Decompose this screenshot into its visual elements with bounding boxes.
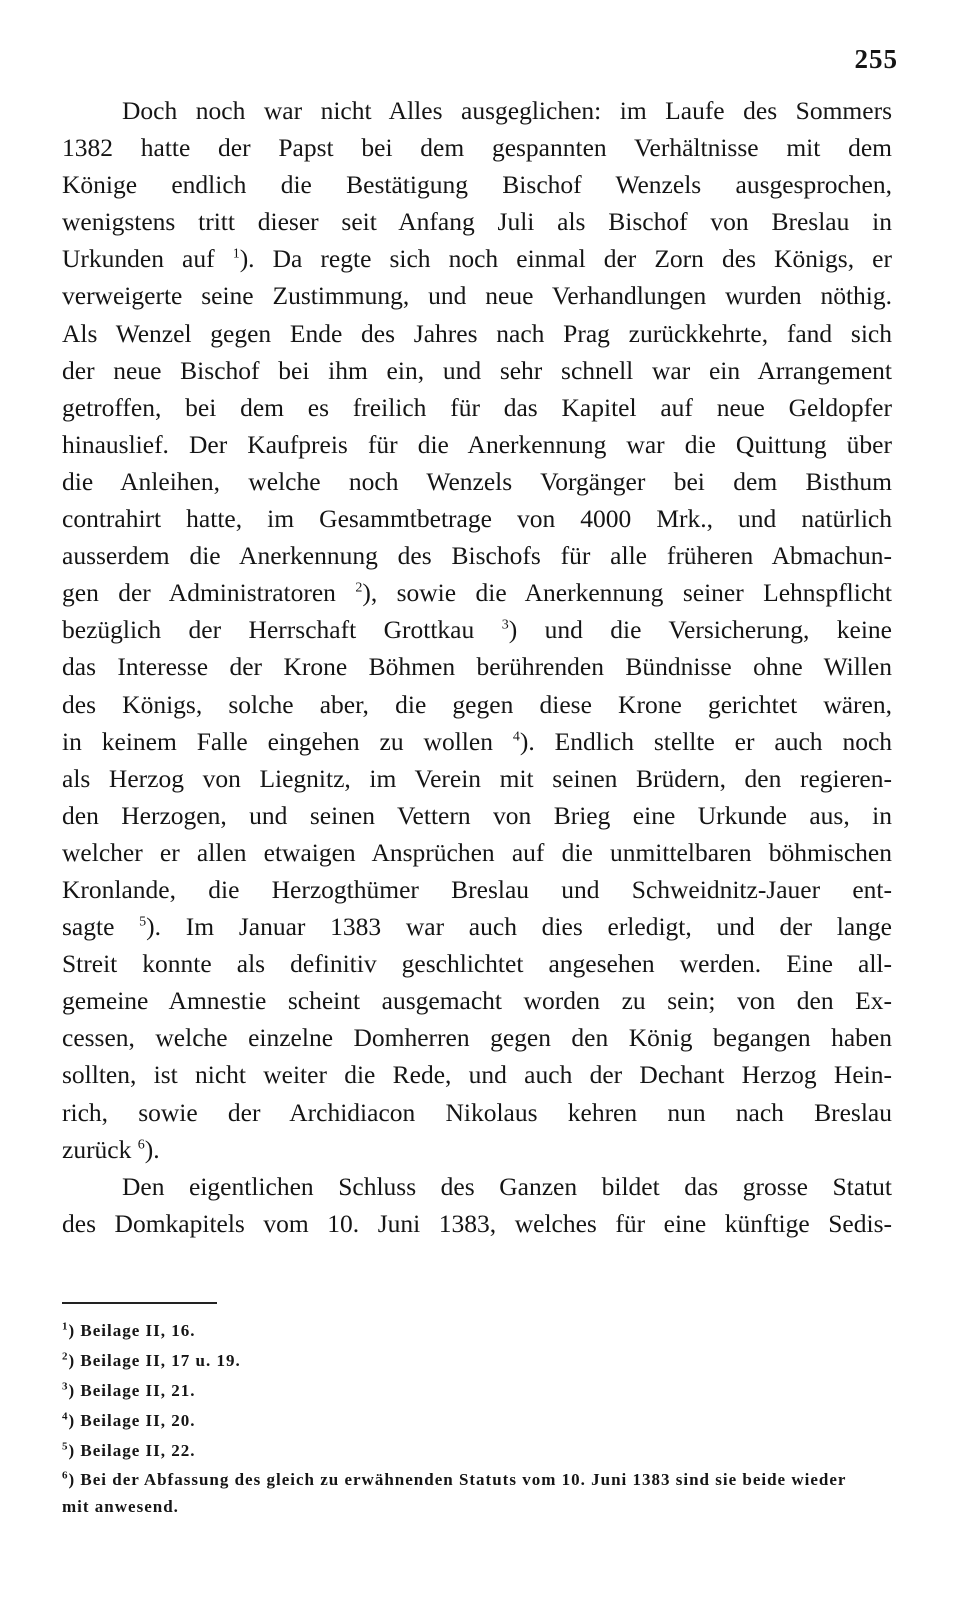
- text-line: ausserdem die Anerkennung des Bischofs für alle früheren Abmachun-: [62, 541, 892, 571]
- footnote-number: 4: [62, 1410, 69, 1423]
- footnote: [62, 1346, 892, 1376]
- footnote-divider: [62, 1302, 217, 1304]
- footnote-number: 2: [62, 1350, 69, 1363]
- footnote-marker: 1: [232, 246, 240, 262]
- footnote-text: ) Beilage II, 16.: [68, 1321, 196, 1340]
- text-line: der neue Bischof bei ihm ein, und sehr schnell war ein Arrangement: [62, 355, 892, 385]
- text-line: cessen, welche einzelne Domherren gegen den König begangen haben: [62, 1023, 892, 1053]
- text-line: [62, 574, 892, 611]
- footnote: [62, 1316, 892, 1346]
- text-line: welcher er allen etwaigen Ansprüchen auf die unmittelbaren böhmischen: [62, 837, 892, 867]
- footnote-marker: 5: [139, 914, 147, 930]
- text-line: des Königs, solche aber, die gegen diese Krone gerichtet wären,: [62, 689, 892, 719]
- text-line: Könige endlich die Bestätigung Bischof Wenzels ausgesprochen,: [62, 170, 892, 200]
- text-line: [62, 1131, 892, 1168]
- footnote-number: 3: [62, 1380, 69, 1393]
- text-line: [62, 723, 892, 760]
- text-line: das Interesse der Krone Böhmen berührenden Bündnisse ohne Willen: [62, 652, 892, 682]
- footnote-text: ) Beilage II, 22.: [68, 1441, 196, 1460]
- text-segment: in keinem Falle eingehen zu wollen: [62, 726, 493, 756]
- footnote-text: ) Beilage II, 21.: [68, 1381, 196, 1400]
- footnote-text: ) Beilage II, 17 u. 19.: [68, 1351, 241, 1370]
- footnote: [62, 1376, 892, 1406]
- text-line: 1382 hatte der Papst bei dem gespannten Verhältnisse mit dem: [62, 133, 892, 163]
- footnote-number: 5: [62, 1440, 69, 1453]
- text-line: [62, 240, 892, 277]
- text-line: sollten, ist nicht weiter die Rede, und auch der Dechant Herzog Hein-: [62, 1060, 892, 1090]
- text-segment: zurück: [62, 1134, 132, 1164]
- text-segment: ) und die Versicherung, keine: [508, 615, 892, 645]
- text-segment: sagte: [62, 912, 115, 942]
- page-number: 255: [854, 44, 898, 74]
- text-segment: ), sowie die Anerkennung seiner Lehnspflicht: [362, 578, 893, 608]
- footnote-number: 6: [62, 1469, 69, 1482]
- text-line: als Herzog von Liegnitz, im Verein mit seinen Brüdern, den regieren-: [62, 763, 892, 793]
- text-line: Als Wenzel gegen Ende des Jahres nach Prag zurückkehrte, fand sich: [62, 318, 892, 348]
- text-line: contrahirt hatte, im Gesammtbetrage von 4000 Mrk., und natürlich: [62, 504, 892, 534]
- text-line: Streit konnte als definitiv geschlichtet angesehen werden. Eine all-: [62, 949, 892, 979]
- text-segment: gen der Administratoren: [62, 578, 336, 608]
- text-line: die Anleihen, welche noch Wenzels Vorgänger bei dem Bisthum: [62, 466, 892, 496]
- text-line: rich, sowie der Archidiacon Nikolaus kehren nun nach Breslau: [62, 1097, 892, 1127]
- text-segment: ). Da regte sich noch einmal der Zorn des Königs, er: [239, 244, 892, 274]
- text-line: verweigerte seine Zustimmung, und neue Verhandlungen wurden nöthig.: [62, 281, 892, 311]
- text-line: Den eigentlichen Schluss des Ganzen bildet das grosse Statut: [122, 1171, 892, 1201]
- footnote-marker: 4: [512, 729, 520, 745]
- text-line: des Domkapitels vom 10. Juni 1383, welches für eine künftige Sedis-: [62, 1208, 892, 1238]
- text-segment: Urkunden auf: [62, 244, 215, 274]
- footnote-marker: 6: [137, 1137, 145, 1153]
- footnote-text: ) Bei der Abfassung des gleich zu erwähnenden Statuts vom 10. Juni 1383 sind sie beide wieder mit anwesend.: [62, 1470, 847, 1516]
- text-line: [62, 611, 892, 648]
- footnote: [62, 1436, 892, 1466]
- footnote: [62, 1406, 892, 1436]
- text-line: Kronlande, die Herzogthümer Breslau und Schweidnitz-Jauer ent-: [62, 874, 892, 904]
- footnotes: [62, 1316, 892, 1520]
- text-line: den Herzogen, und seinen Vettern von Brieg eine Urkunde aus, in: [62, 800, 892, 830]
- footnote: [62, 1466, 862, 1520]
- text-line: Doch noch war nicht Alles ausgeglichen: im Laufe des Sommers: [122, 96, 892, 125]
- text-segment: bezüglich der Herrschaft Grottkau: [62, 615, 475, 645]
- text-segment: ). Endlich stellte er auch noch: [519, 726, 893, 756]
- footnote-marker: 3: [501, 617, 509, 633]
- text-line: hinauslief. Der Kaufpreis für die Anerkennung war die Quittung über: [62, 429, 892, 459]
- footnote-marker: 2: [355, 580, 363, 596]
- text-line: [62, 908, 892, 945]
- text-line: getroffen, bei dem es freilich für das Kapitel auf neue Geldopfer: [62, 392, 892, 422]
- footnote-text: ) Beilage II, 20.: [68, 1411, 196, 1430]
- text-segment: ). Im Januar 1383 war auch dies erledigt, und der lange: [146, 912, 892, 942]
- text-line: wenigstens tritt dieser seit Anfang Juli als Bischof von Breslau in: [62, 207, 892, 237]
- main-text: [62, 92, 892, 1242]
- text-line: gemeine Amnestie scheint ausgemacht worden zu sein; von den Ex-: [62, 986, 892, 1016]
- footnote-number: 1: [62, 1320, 69, 1333]
- text-segment: ).: [144, 1134, 160, 1164]
